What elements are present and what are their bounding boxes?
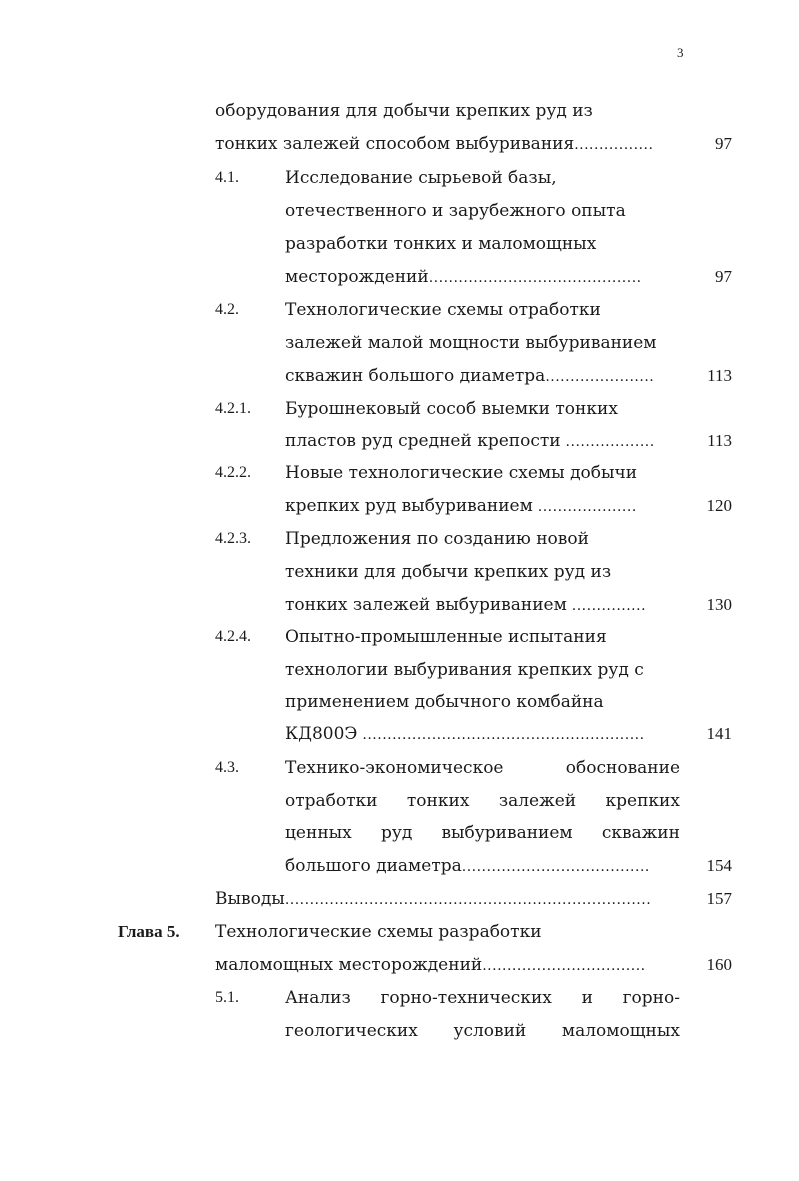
toc-line: Технологические схемы отработки bbox=[285, 300, 601, 320]
toc-line: пластов руд средней крепости .................. bbox=[285, 431, 655, 451]
toc-line: маломощных месторождений................................. bbox=[215, 955, 646, 975]
toc-page-ref: 113 bbox=[707, 431, 732, 450]
toc-line: скважин большого диаметра...................... bbox=[285, 366, 655, 386]
toc-line: геологических условий маломощных bbox=[285, 1021, 680, 1041]
toc-line: Опытно-промышленные испытания bbox=[285, 627, 607, 647]
toc-line: техники для добычи крепких руд из bbox=[285, 562, 612, 582]
toc-line: Анализ горно-технических и горно- bbox=[285, 988, 680, 1008]
section-number: 4.2.3. bbox=[215, 530, 251, 547]
section-number: 4.2.4. bbox=[215, 628, 251, 645]
toc-line: Бурошнековый сособ выемки тонких bbox=[285, 399, 618, 419]
toc-page-ref: 154 bbox=[706, 856, 732, 875]
toc-page-ref: 130 bbox=[706, 595, 732, 614]
toc-page-ref: 141 bbox=[706, 724, 732, 743]
toc-line: крепких руд выбуриванием .................... bbox=[285, 496, 637, 516]
section-number: 4.1. bbox=[215, 169, 239, 186]
toc-line: месторождений........................................... bbox=[285, 267, 642, 287]
toc-line: оборудования для добычи крепких руд из bbox=[215, 101, 593, 121]
toc-line: отработки тонких залежей крепких bbox=[285, 791, 680, 811]
section-number: 4.2.1. bbox=[215, 400, 251, 417]
toc-line: Новые технологические схемы добычи bbox=[285, 463, 638, 483]
section-number: 4.2.2. bbox=[215, 464, 251, 481]
chapter-label: Глава 5. bbox=[118, 922, 180, 941]
toc-line: ценных руд выбуриванием скважин bbox=[285, 823, 680, 843]
toc-page-ref: 160 bbox=[706, 955, 732, 974]
toc-line: Исследование сырьевой базы, bbox=[285, 168, 557, 188]
toc-line: КД800Э ......................................................... bbox=[285, 724, 645, 744]
toc-line: тонких залежей способом выбуривания................ bbox=[215, 134, 654, 154]
toc-page-ref: 97 bbox=[715, 267, 732, 286]
toc-line: технологии выбуривания крепких руд с bbox=[285, 660, 644, 680]
section-number: 4.3. bbox=[215, 759, 239, 776]
toc-line: тонких залежей выбуриванием ............... bbox=[285, 595, 647, 615]
toc-page-ref: 97 bbox=[715, 134, 732, 153]
toc-line: большого диаметра...................................... bbox=[285, 856, 650, 876]
toc-page-ref: 157 bbox=[706, 889, 732, 908]
toc-line: Предложения по созданию новой bbox=[285, 529, 589, 549]
section-number: 5.1. bbox=[215, 989, 239, 1006]
toc-line-conclusions: Выводы.......................................................................... bbox=[215, 889, 652, 909]
section-number: 4.2. bbox=[215, 301, 239, 318]
toc-line: применением добычного комбайна bbox=[285, 692, 604, 712]
chapter-title: Технологические схемы разработки bbox=[215, 922, 542, 942]
toc-line: разработки тонких и маломощных bbox=[285, 234, 597, 254]
toc-page-ref: 120 bbox=[706, 496, 732, 515]
toc-line: залежей малой мощности выбуриванием bbox=[285, 333, 657, 353]
page-number: 3 bbox=[677, 45, 684, 60]
toc-line: Технико-экономическое обоснование bbox=[285, 758, 680, 778]
toc-line: отечественного и зарубежного опыта bbox=[285, 201, 626, 221]
toc-page-ref: 113 bbox=[707, 366, 732, 385]
